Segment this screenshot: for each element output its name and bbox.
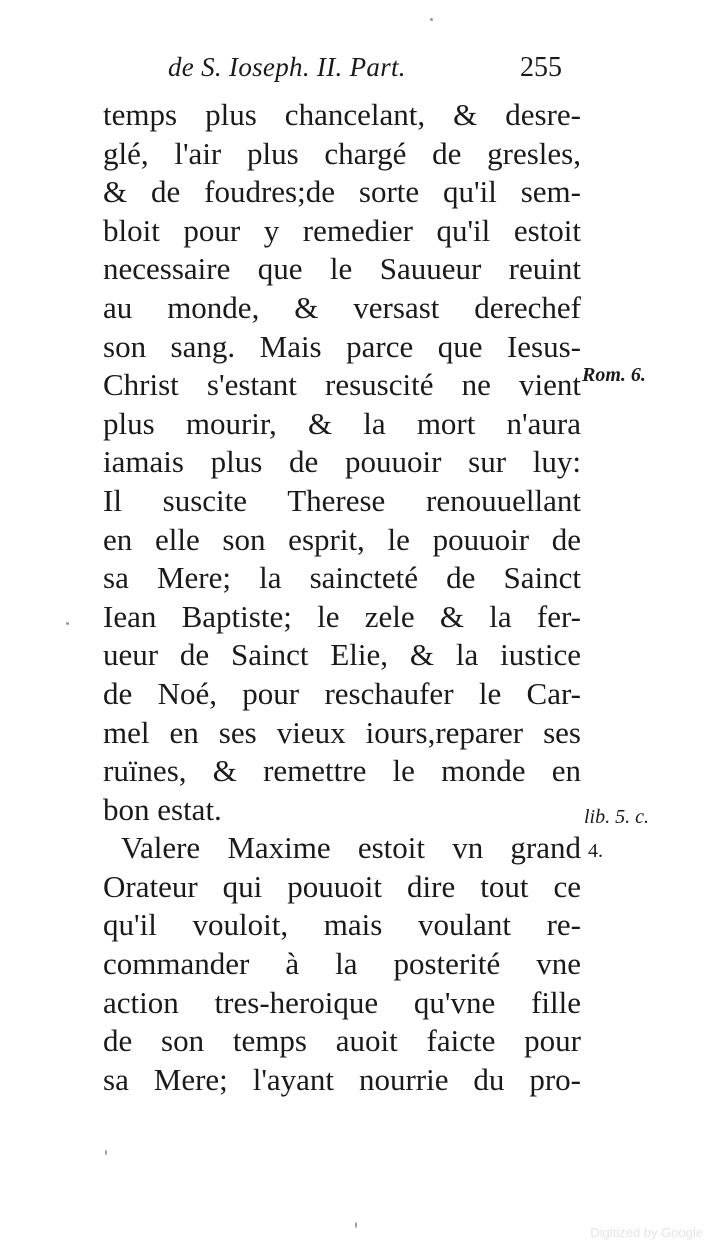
text-line-14: Iean Baptiste; le zele & la fer-	[103, 598, 581, 634]
text-line-12: en elle son esprit, le pouuoir de	[103, 521, 581, 557]
text-line-10: iamais plus de pouuoir sur luy:	[103, 444, 581, 480]
text-line-6: au monde, & versast derechef	[103, 289, 581, 325]
text-line-18: ruïnes, & remettre le monde en	[103, 753, 581, 789]
text-line-21: Orateur qui pouuoit dire tout ce	[103, 868, 581, 904]
text-line-9: plus mourir, & la mort n'aura	[103, 405, 581, 441]
running-head	[168, 52, 588, 92]
scan-watermark: Digitized by Google	[590, 1225, 703, 1240]
text-line-23: commander à la posterité vne	[103, 946, 581, 982]
text-line-3: & de foudres;de sorte qu'il sem-	[103, 174, 581, 210]
running-title: de S. Ioseph. II. Part.	[168, 52, 406, 82]
text-line-13: sa Mere; la saincteté de Sainct	[103, 560, 581, 596]
text-line-1: temps plus chancelant, & desre-	[103, 97, 581, 132]
text-line-8: Christ s'estant resuscité ne vient	[103, 367, 581, 403]
text-line-11: Il suscite Therese renouuellant	[103, 482, 581, 518]
paper-speck	[430, 18, 433, 21]
text-line-22: qu'il vouloit, mais voulant re-	[103, 907, 581, 943]
margin-note-rom: Rom. 6.	[582, 364, 646, 386]
paper-speck	[355, 1222, 357, 1228]
paper-speck	[66, 622, 69, 625]
text-line-4: bloit pour y remedier qu'il estoit	[103, 212, 581, 248]
text-line-20: Valere Maxime estoit vn grand	[121, 830, 581, 866]
text-line-7: son sang. Mais parce que Iesus-	[103, 328, 581, 364]
text-line-16: de Noé, pour reschaufer le Car-	[103, 675, 581, 711]
text-line-17: mel en ses vieux iours,reparer ses	[103, 714, 581, 750]
text-line-2: glé, l'air plus chargé de gresles,	[103, 135, 581, 171]
text-line-15: ueur de Sainct Elie, & la iustice	[103, 637, 581, 673]
text-line-19: bon estat.	[103, 791, 222, 827]
paper-speck	[105, 1150, 107, 1155]
margin-note-lib-chapter: 4.	[588, 840, 603, 862]
margin-note-lib: lib. 5. c.	[584, 806, 649, 828]
text-line-26: sa Mere; l'ayant nourrie du pro-	[103, 1061, 581, 1097]
page-number: 255	[520, 52, 562, 83]
body-text	[103, 96, 581, 1099]
text-line-5: necessaire que le Sauueur reuint	[103, 251, 581, 287]
text-line-24: action tres-heroique qu'vne fille	[103, 984, 581, 1020]
text-line-25: de son temps auoit faicte pour	[103, 1023, 581, 1059]
